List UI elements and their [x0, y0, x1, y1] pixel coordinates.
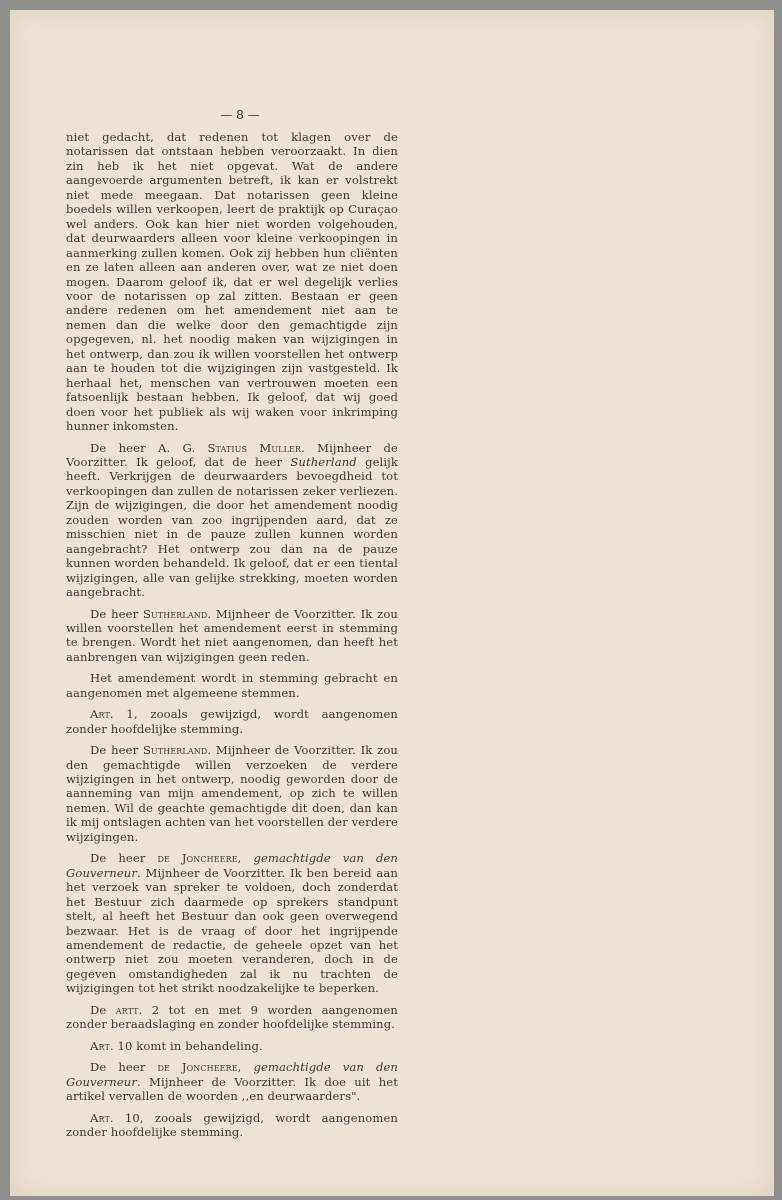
text-segment: De heer — [90, 851, 158, 866]
speaker-name: de Joncheere — [157, 851, 238, 866]
article-label: artt. — [115, 1002, 143, 1017]
cited-name: Sutherland — [290, 454, 357, 469]
paragraph — [66, 1060, 398, 1103]
text-segment: 2 tot en met 9 worden aangenomen zonder beraadslaging en zonder hoofdelijke stemming. — [66, 1002, 398, 1032]
text-segment: 1, zooals gewijzigd, wordt aangenomen zonder hoofdelijke stemming. — [66, 707, 398, 736]
text-segment: De heer — [90, 1060, 158, 1075]
text-segment: gelijk heeft. Verkrijgen de deurwaarders bevoegdheid tot verkoopingen dan zullen de notarissen zeker verliezen. Zijn de wijzigingen, die door het amendement noodig zouden worden van zoo ingrijpenden aard, dat ze misschien niet in de pauze zullen kunnen worden aangebracht? Het ontwerp zou dan na de pauze kunnen worden behandeld. Ik geloof, dat er een tiental wijzigingen, alle van gelijke strekking, moeten worden aangebracht. — [66, 454, 398, 600]
article-label: Art. — [90, 1038, 114, 1053]
text-segment: . Mijnheer de Voorzitter. Ik zou willen voorstellen het amendement eerst in stemming te brengen. Wordt het niet aangenomen, dan heeft het aanbrengen van wijzigingen geen reden. — [66, 606, 398, 664]
text-segment: , — [237, 851, 254, 866]
text-segment: . Mijnheer de Voorzitter. Ik ben bereid aan het verzoek van spreker te voldoen, doch zonderdat het Bestuur zich daarmede op sprekers standpunt stelt, al heeft het Bestuur dan ook geen overwegend bezwaar. Het is de vraag of door het ingrijpende amendement de redactie, de geheele opzet van het ontwerp niet zou moeten veranderen, doch in de gegeven omstandigheden zal ik nu trachten de wijzigingen tot het strikt noodzakelijke te beperken. — [66, 865, 398, 996]
article-label: Art. — [90, 707, 114, 722]
speaker-name: Sutherland — [142, 743, 208, 758]
text-segment: De heer A. G. — [90, 440, 208, 455]
paragraph — [66, 1003, 398, 1032]
paragraph — [66, 441, 398, 600]
paragraph — [66, 130, 398, 434]
text-segment: 10 komt in behandeling. — [113, 1038, 263, 1053]
paragraph — [66, 607, 398, 665]
paragraph — [66, 743, 398, 844]
text-column — [66, 130, 398, 1146]
text-segment: De heer — [90, 606, 143, 621]
speaker-name: Sutherland — [142, 606, 208, 621]
speaker-role: gemachtigde van den Gouverneur — [66, 1060, 399, 1089]
text-segment: . Mijnheer de Voorzitter. Ik doe uit het artikel vervallen de woorden ,,en deurwaarders". — [66, 1074, 398, 1104]
document-page — [10, 10, 774, 1196]
page-number: — 8 — — [220, 108, 260, 122]
speaker-name: Statius Muller — [207, 440, 302, 455]
paragraph-text: niet gedacht, dat redenen tot klagen over de notarissen dat ontstaan hebben veroorzaakt. In dien zin heb ik het niet opgevat. Wat de andere aangevoerde argumenten betreft, ik kan er volstrekt niet mede meegaan. Dat notarissen geen kleine boedels willen verkoopen, leert de praktijk op Curaçao wel anders. Ook kan hier niet worden volgehouden, dat deurwaarders alleen voor kleine verkoopingen in aanmerking zullen komen. Ook zij hebben hun cliënten en ze laten alleen aan anderen over, wat ze niet doen mogen. Daarom geloof ik, dat er wel degelijk verlies voor de notarissen op zal zitten. Bestaan er geen andere redenen om het amendement niet aan te nemen dan die welke door den gemachtigde zijn opgegeven, nl. het noodig maken van wijzigingen in het ontwerp, dan zou ik willen voorstellen het ontwerp aan te houden tot die wijzigingen zijn vastgesteld. Ik herhaal het, menschen van vertrouwen moeten een fatsoenlijk bestaan hebben. Ik geloof, dat wij goed doen voor het publiek als wij waken voor inkrimping hunner inkomsten. — [66, 130, 398, 434]
paragraph — [66, 671, 398, 700]
paragraph — [66, 1111, 398, 1140]
speaker-name: de Joncheere — [157, 1060, 238, 1075]
text-segment: , — [237, 1060, 254, 1075]
paragraph — [66, 707, 398, 736]
text-segment: 10, zooals gewijzigd, wordt aangenomen zonder hoofdelijke stemming. — [66, 1110, 398, 1139]
text-segment: De — [90, 1002, 116, 1017]
text-segment: Het amendement wordt in stemming gebracht en aangenomen met algemeene stemmen. — [66, 671, 398, 700]
text-segment: . Mijnheer de Voorzitter. Ik zou den gemachtigde willen verzoeken de verdere wijzigingen in het ontwerp, noodig geworden door de aanneming van mijn amendement, op zich te willen nemen. Wil de geachte gemachtigde dit doen, dan kan ik mij ontslagen achten van het voorstellen der verdere wijzigingen. — [66, 743, 398, 844]
text-segment: De heer — [90, 743, 143, 758]
text-segment: . Mijnheer de Voorzitter. Ik geloof, dat de heer — [66, 440, 399, 469]
article-label: Art. — [90, 1110, 114, 1125]
paragraph — [66, 851, 398, 996]
paragraph — [66, 1039, 398, 1053]
speaker-role: gemachtigde van den Gouverneur — [66, 851, 399, 880]
